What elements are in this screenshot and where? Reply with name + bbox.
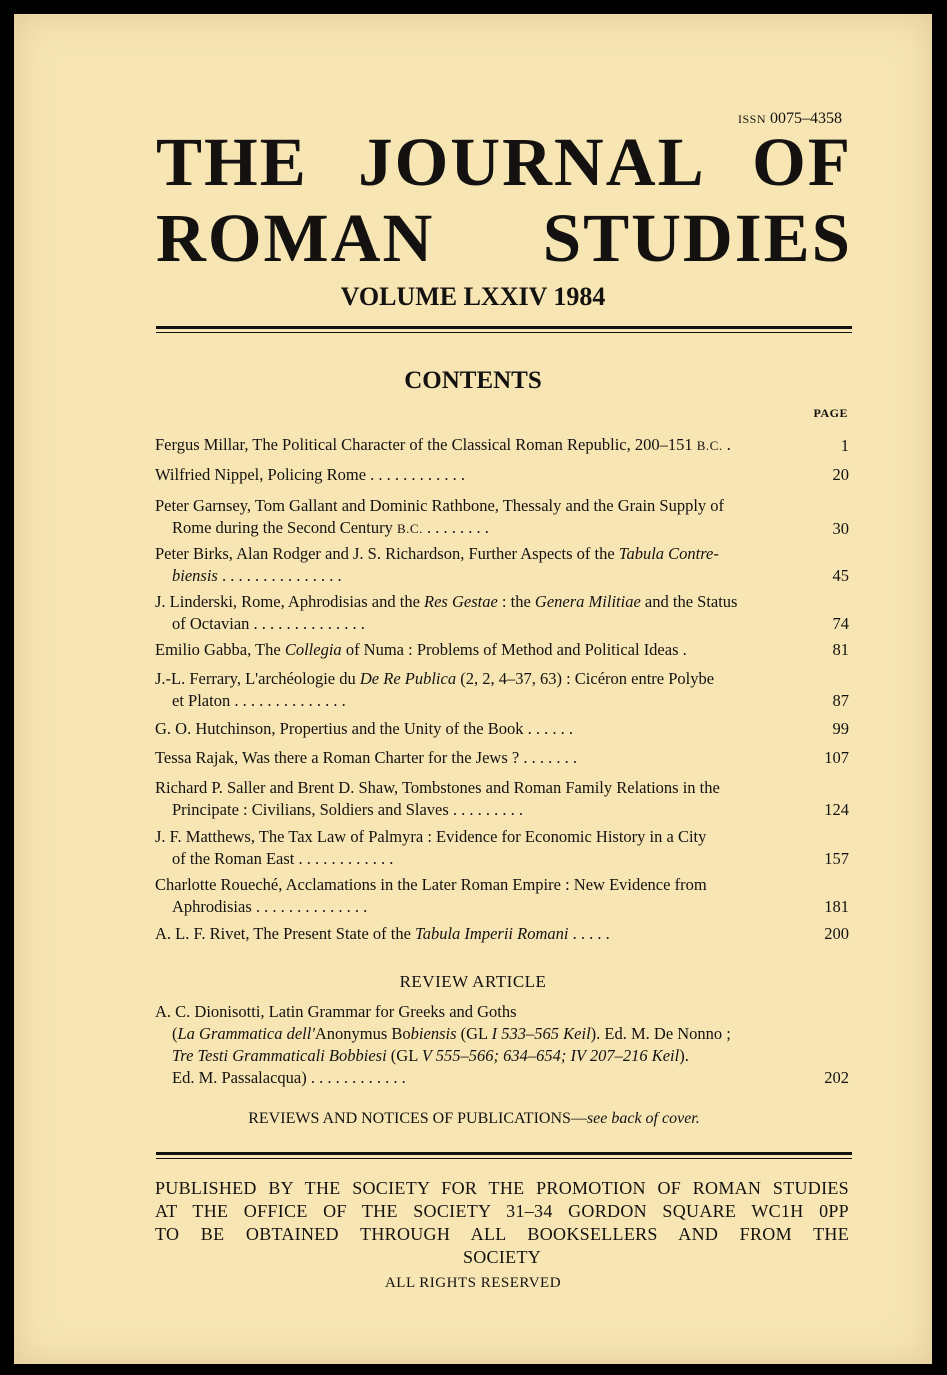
toc-entry-line: J.-L. Ferrary, L'archéologie du De Re Publica (2, 2, 4–37, 63) : Cicéron entre Polybe: [155, 669, 715, 688]
toc-entry-title: [155, 826, 849, 870]
toc-entry-line: A. L. F. Rivet, The Present State of the Tabula Imperii Romani . . . . .: [155, 924, 610, 943]
toc-entry-line: J. Linderski, Rome, Aphrodisias and the Res Gestae : the Genera Militiae and the Status: [155, 592, 738, 611]
journal-title-line-1: THE JOURNAL OF: [156, 124, 852, 200]
toc-entry-page: 1: [840, 436, 849, 455]
review-entry: [155, 1001, 849, 1089]
toc-entry-line: Aphrodisias . . . . . . . . . . . . . .: [172, 897, 368, 916]
contents-heading: CONTENTS: [404, 367, 542, 394]
review-entry-line: Tre Testi Grammaticali Bobbiesi (GL V 555–566; 634–654; IV 207–216 Keil).: [172, 1046, 689, 1065]
toc-entry: [155, 826, 849, 870]
toc-entry-page: 20: [832, 465, 849, 484]
toc-entry-line: Charlotte Roueché, Acclamations in the Later Roman Empire : New Evidence from: [155, 875, 707, 894]
review-article-heading: REVIEW ARTICLE: [399, 972, 547, 991]
toc-entry-title: [155, 874, 849, 918]
toc-entry-page: 45: [832, 566, 849, 585]
toc-entry-page: 107: [824, 748, 849, 767]
journal-title-line-2: ROMAN STUDIES: [156, 200, 852, 276]
review-entry-page: 202: [824, 1068, 849, 1087]
toc-entry: [155, 495, 849, 540]
toc-entry: [155, 747, 849, 769]
toc-entry: [155, 777, 849, 821]
toc-entry-line: J. F. Matthews, The Tax Law of Palmyra : Evidence for Economic History in a City: [155, 827, 707, 846]
footer-divider: [156, 1152, 852, 1159]
toc-entry-line: of Octavian . . . . . . . . . . . . . .: [172, 614, 365, 633]
toc-entry-page: 81: [832, 640, 849, 659]
publisher-line: AT THE OFFICE OF THE SOCIETY 31–34 GORDON SQUARE WC1H 0PP: [155, 1201, 849, 1221]
toc-entry-line: Rome during the Second Century B.C. . . . . . . . .: [172, 518, 489, 537]
toc-entry: [155, 543, 849, 587]
toc-entry-line: et Platon . . . . . . . . . . . . . .: [172, 691, 346, 710]
toc-entry-line: Fergus Millar, The Political Character of the Classical Roman Republic, 200–151 B.C. .: [155, 435, 731, 454]
toc-entry-title: [155, 668, 849, 712]
toc-entry-line: Peter Birks, Alan Rodger and J. S. Richardson, Further Aspects of the Tabula Contre-: [155, 544, 719, 563]
toc-entry-page: 181: [824, 897, 849, 916]
toc-entry: [155, 668, 849, 712]
toc-entry-title: [155, 591, 849, 635]
review-entry-line: (La Grammatica dell'Anonymus Bobiensis (GL I 533–565 Keil). Ed. M. De Nonno ;: [172, 1024, 731, 1043]
reviews-note: REVIEWS AND NOTICES OF PUBLICATIONS—see back of cover.: [248, 1110, 700, 1127]
publisher-line: PUBLISHED BY THE SOCIETY FOR THE PROMOTION OF ROMAN STUDIES: [155, 1178, 849, 1198]
toc-entry-page: 157: [824, 849, 849, 868]
toc-entry: [155, 591, 849, 635]
publisher-statement: [155, 1177, 849, 1269]
toc-entry-line: Wilfried Nippel, Policing Rome . . . . . . . . . . . .: [155, 465, 466, 484]
toc-entry-title: [155, 777, 849, 821]
toc-entry-line: of the Roman East . . . . . . . . . . . .: [172, 849, 394, 868]
toc-entry-line: Peter Garnsey, Tom Gallant and Dominic Rathbone, Thessaly and the Grain Supply of: [155, 496, 725, 515]
title-divider: [156, 326, 852, 333]
volume-label: VOLUME LXXIV 1984: [340, 282, 606, 311]
toc-entry-title: [155, 464, 849, 486]
toc-entry-line: Richard P. Saller and Brent D. Shaw, Tombstones and Roman Family Relations in the: [155, 778, 720, 797]
journal-cover: [14, 14, 932, 1364]
toc-entry-title: [155, 923, 849, 945]
rights-reserved: ALL RIGHTS RESERVED: [384, 1275, 562, 1291]
toc-entry: [155, 464, 849, 486]
publisher-line: TO BE OBTAINED THROUGH ALL BOOKSELLERS AND FROM THE: [155, 1224, 849, 1244]
toc-entry: [155, 434, 849, 457]
toc-entry-page: 99: [832, 719, 849, 738]
toc-entry-title: [155, 639, 849, 661]
toc-entry-title: [155, 747, 849, 769]
toc-entry-title: [155, 434, 849, 457]
toc-entry-page: 74: [832, 614, 849, 633]
review-entry-line: Ed. M. Passalacqua) . . . . . . . . . . . .: [172, 1068, 406, 1087]
issn-number: 0075–4358: [770, 110, 842, 127]
toc-entry-title: [155, 495, 849, 540]
toc-entry: [155, 639, 849, 661]
toc-entry-title: [155, 718, 849, 740]
toc-entry: [155, 718, 849, 740]
toc-entry-page: 124: [824, 800, 849, 819]
publisher-line: SOCIETY: [462, 1247, 542, 1267]
page-column-heading: PAGE: [813, 406, 848, 420]
toc-entry-line: G. O. Hutchinson, Propertius and the Unity of the Book . . . . . .: [155, 719, 573, 738]
toc-entry-page: 200: [824, 924, 849, 943]
toc-entry-line: Tessa Rajak, Was there a Roman Charter for the Jews ? . . . . . . .: [155, 748, 577, 767]
toc-entry-page: 87: [832, 691, 849, 710]
toc-entry: [155, 874, 849, 918]
issn-prefix: ISSN: [737, 112, 766, 126]
toc-entry-page: 30: [832, 519, 849, 538]
toc-entry: [155, 923, 849, 945]
review-entry-line: A. C. Dionisotti, Latin Grammar for Greeks and Goths: [155, 1002, 517, 1021]
toc-entry-line: Emilio Gabba, The Collegia of Numa : Problems of Method and Political Ideas .: [155, 640, 687, 659]
toc-entry-title: [155, 543, 849, 587]
toc-entry-line: Principate : Civilians, Soldiers and Slaves . . . . . . . . .: [172, 800, 524, 819]
toc-entry-line: biensis . . . . . . . . . . . . . . .: [172, 566, 342, 585]
